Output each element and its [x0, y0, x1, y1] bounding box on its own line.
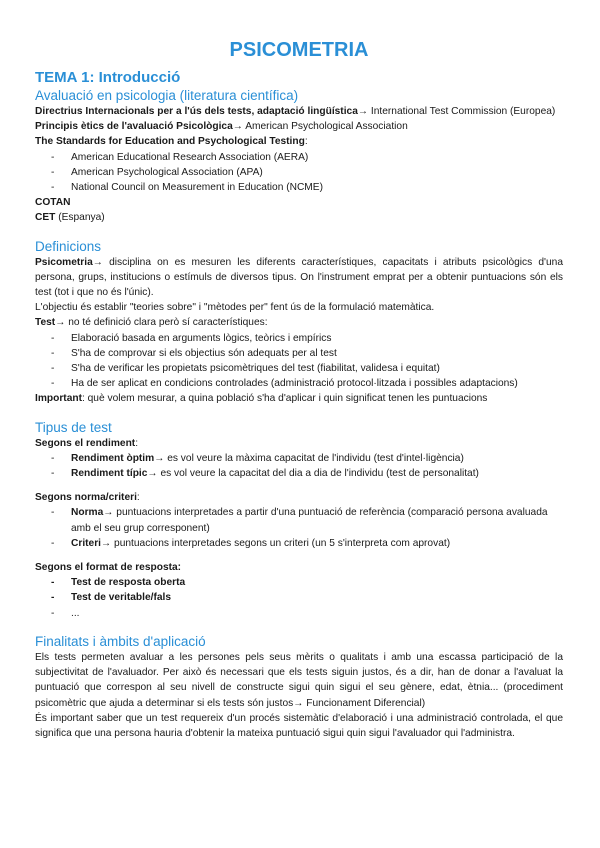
section-heading-finalitats: Finalitats i àmbits d'aplicació [35, 633, 206, 649]
term-important: Important [35, 393, 82, 405]
list-item: - S'ha de comprovar si els objectius són adequats per al test [51, 347, 337, 359]
list-item: - S'ha de verificar les propietats psicomètriques del test (fiabilitat, validesa i equitat) [51, 363, 440, 375]
list-item: - Rendiment típic→ es vol veure la capacitat del dia a dia de l'individu (test de personalitat) [51, 468, 479, 480]
paragraph-objectiu: L'objectiu és establir "teories sobre" i "mètodes per" fent ús de la formulació matemàtica. [35, 302, 435, 314]
term-standards: The Standards for Education and Psychological Testing [35, 136, 305, 148]
list-item: - Rendiment òptim→ es vol veure la màxima capacitat de l'individu (test d'intel·ligència) [51, 452, 464, 464]
standards-list [35, 150, 563, 196]
list-item: - Ha de ser aplicat en condicions controlades (administració protocol·litzada i possibles adaptacions) [51, 378, 518, 390]
section-heading-tipus: Tipus de test [35, 419, 112, 435]
subheading-rendiment: Segons el rendiment: [35, 437, 139, 449]
list-item: - Test de veritable/fals [51, 592, 172, 604]
term-cet: CET [35, 212, 56, 224]
list-item: - American Psychological Association (APA) [51, 166, 263, 178]
norma-list [35, 505, 563, 551]
paragraph-cet [35, 210, 563, 225]
term-cotan: COTAN [35, 197, 71, 209]
term-principis: Principis ètics de l'avaluació Psicològica [35, 121, 233, 133]
list-item: - American Educational Research Association (AERA) [51, 151, 309, 163]
paragraph-important [35, 391, 563, 406]
text-cet: (Espanya) [55, 212, 105, 224]
term-test: Test [35, 317, 56, 329]
paragraph-test [35, 315, 563, 330]
list-item: - Elaboració basada en arguments lògics, teòrics i empírics [51, 332, 332, 344]
text-directrius: → International Test Commission (Europea) [357, 106, 556, 117]
text-principis: → American Psychological Association [232, 121, 408, 133]
section-heading-definicions: Definicions [35, 238, 102, 254]
paragraph-standards [35, 134, 563, 149]
format-list [35, 575, 563, 621]
list-item: - Test de resposta oberta [51, 577, 186, 589]
subheading-format: Segons el format de resposta: [35, 562, 182, 574]
list-item: - ... [51, 607, 80, 619]
paragraph-psicometria [35, 255, 563, 301]
paragraph-finalitats-2: És important saber que un test requereix d'un procés sistemàtic d'elaboració i una administració controlada, el que significa que una persona hauria d'obtenir la mateixa puntuació sigui quin sigui l'avaluador qui l'administra. [35, 712, 563, 739]
text-important: : què volem mesurar, a quina població s'ha d'aplicar i quin significat tenen les puntuacions [81, 393, 488, 405]
list-item: - National Council on Measurement in Education (NCME) [51, 182, 323, 194]
section-heading-avaluacio: Avaluació en psicologia (literatura científica) [35, 88, 299, 103]
subheading-norma: Segons norma/criteri: [35, 492, 140, 504]
test-characteristics-list [35, 331, 563, 392]
document-page [35, 38, 563, 741]
paragraph-finalitats-1: Els tests permeten avaluar a les persones pels seus mèrits o qualitats i amb una escassa participació de la subjectivitat de l'avaluador. Per això és necessari que els tests siguin justos, és a dir, han de donar a l'avaluat la puntuació que correspon al seu nivell de constructe sigui quin sigui el seu gènere, edat, ètnia... (procediment psicomètric que ajuda a determinar si els tests són justos→ Funcionament Diferencial) [35, 651, 563, 709]
term-directrius: Directrius Internacionals per a l'ús dels tests, adaptació lingüística [35, 106, 358, 117]
list-item: - Norma→ puntuacions interpretades a partir d'una puntuació de referència (comparació persona avaluada amb el seu grup corresponent) [51, 507, 548, 534]
list-item: - Criteri→ puntuacions interpretades segons un criteri (un 5 s'interpreta com aprovat) [51, 537, 451, 549]
term-psicometria: Psicometria [35, 256, 93, 268]
chapter-heading: TEMA 1: Introducció [35, 69, 181, 86]
text-test: → no té definició clara però sí característiques: [55, 317, 268, 329]
paragraph-directrius [35, 104, 563, 119]
text-psicometria: → disciplina on es mesuren les diferents característiques, capacitats i atributs psicològics d'una persona, grups, institucions o estímuls de diversos tipus. On l'instrument emprat per a obtenir puntuacions són els test (tot i que no és l'únic). [35, 256, 563, 299]
paragraph-principis [35, 119, 563, 134]
document-title: PSICOMETRIA [229, 39, 369, 61]
text-standards: : [304, 136, 308, 148]
rendiment-list [35, 451, 563, 481]
